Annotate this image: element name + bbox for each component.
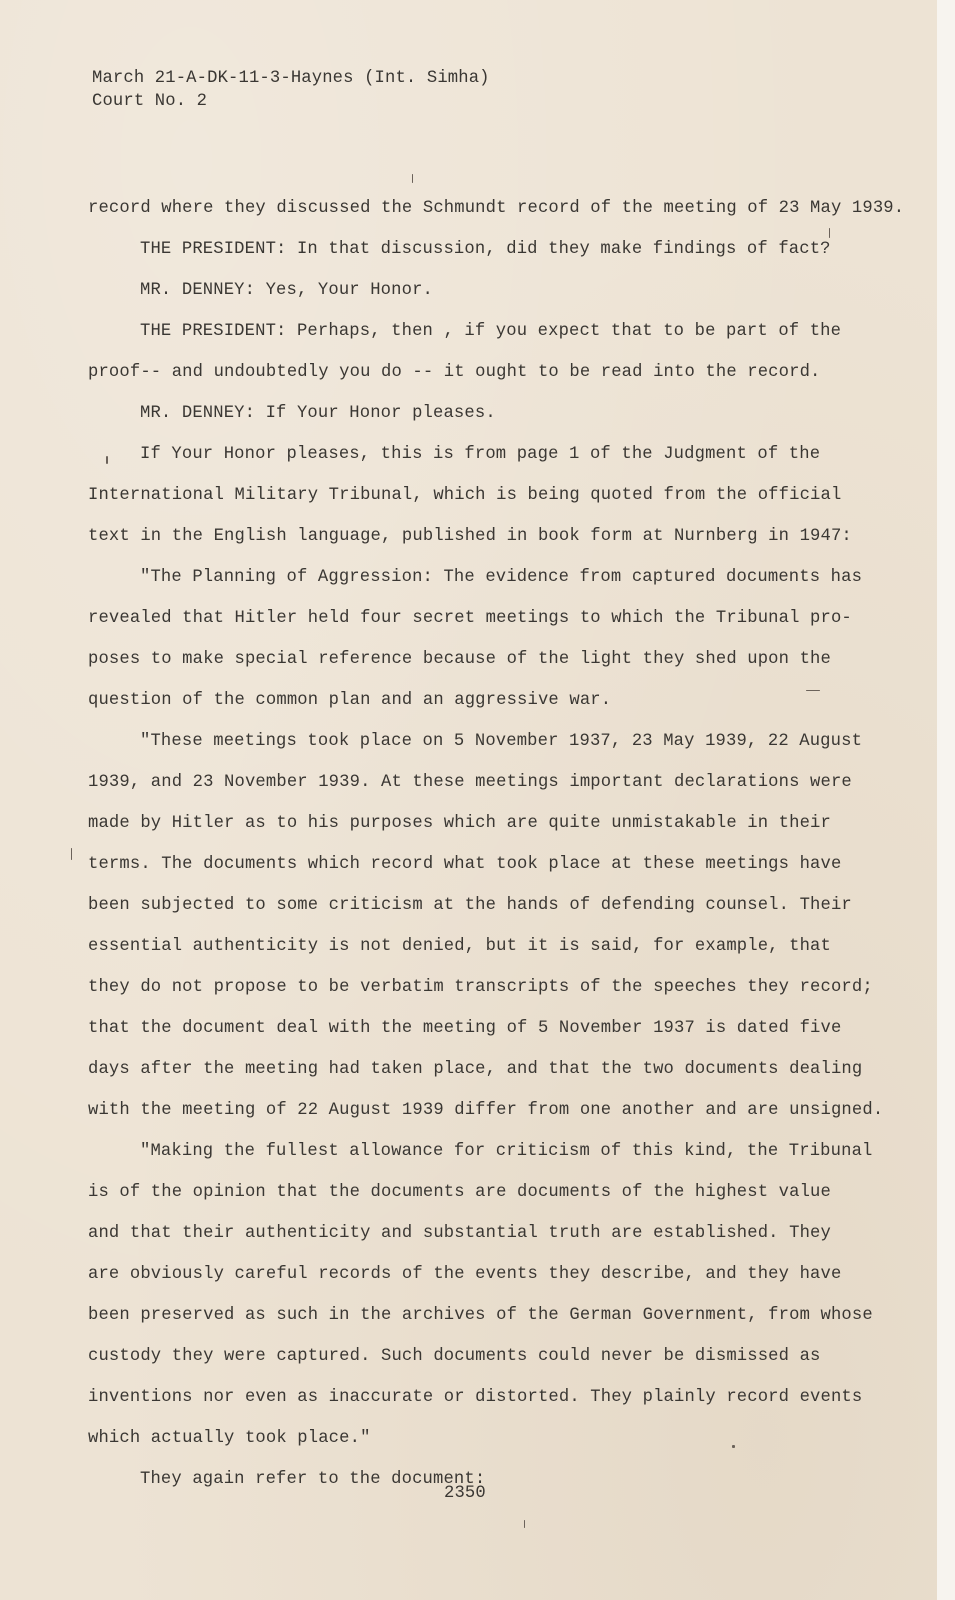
transcript-line: with the meeting of 22 August 1939 differ from one another and are unsigned. xyxy=(88,1101,884,1120)
transcript-line: 1939, and 23 November 1939. At these meetings important declarations were xyxy=(88,773,852,792)
document-header xyxy=(92,67,490,113)
transcript-line: inventions nor even as inaccurate or distorted. They plainly record events xyxy=(88,1388,863,1407)
transcript-body xyxy=(88,188,904,1500)
transcript-line: days after the meeting had taken place, and that the two documents dealing xyxy=(88,1060,863,1079)
transcript-line: is of the opinion that the documents are documents of the highest value xyxy=(88,1183,831,1202)
transcript-line: poses to make special reference because of the light they shed upon the xyxy=(88,650,831,669)
transcript-line: question of the common plan and an aggressive war. xyxy=(88,691,612,710)
header-court-number: Court No. 2 xyxy=(92,92,208,111)
transcript-line: THE PRESIDENT: Perhaps, then , if you expect that to be part of the xyxy=(140,322,842,341)
transcript-line: terms. The documents which record what took place at these meetings have xyxy=(88,855,842,874)
transcript-line: that the document deal with the meeting of 5 November 1937 is dated five xyxy=(88,1019,842,1038)
transcript-line: "These meetings took place on 5 November 1937, 23 May 1939, 22 August xyxy=(140,732,863,751)
transcript-line: and that their authenticity and substantial truth are established. They xyxy=(88,1224,831,1243)
paper-speck xyxy=(412,174,413,183)
transcript-line: "Making the fullest allowance for criticism of this kind, the Tribunal xyxy=(140,1142,873,1161)
transcript-line: They again refer to the document: xyxy=(140,1470,486,1489)
transcript-line: International Military Tribunal, which is being quoted from the official xyxy=(88,486,842,505)
transcript-line: "The Planning of Aggression: The evidence from captured documents has xyxy=(140,568,863,587)
transcript-line: record where they discussed the Schmundt record of the meeting of 23 May 1939. xyxy=(88,199,905,218)
transcript-line: which actually took place." xyxy=(88,1429,371,1448)
transcript-line: are obviously careful records of the events they describe, and they have xyxy=(88,1265,842,1284)
transcript-line: If Your Honor pleases, this is from page 1 of the Judgment of the xyxy=(140,445,821,464)
paper-speck xyxy=(106,456,108,464)
page-number: 2350 xyxy=(444,1484,486,1503)
paper-speck xyxy=(524,1520,525,1528)
paper-speck xyxy=(71,848,72,860)
transcript-line: essential authenticity is not denied, but it is said, for example, that xyxy=(88,937,831,956)
header-case-reference: March 21-A-DK-11-3-Haynes (Int. Simha) xyxy=(92,69,490,88)
transcript-line: revealed that Hitler held four secret meetings to which the Tribunal pro- xyxy=(88,609,852,628)
transcript-line: THE PRESIDENT: In that discussion, did they make findings of fact? xyxy=(140,240,831,259)
paper-speck xyxy=(806,690,820,691)
transcript-line: MR. DENNEY: If Your Honor pleases. xyxy=(140,404,496,423)
paper-speck xyxy=(829,228,830,238)
transcript-line: been preserved as such in the archives of the German Government, from whose xyxy=(88,1306,873,1325)
transcript-line: been subjected to some criticism at the hands of defending counsel. Their xyxy=(88,896,852,915)
transcript-line: they do not propose to be verbatim transcripts of the speeches they record; xyxy=(88,978,873,997)
transcript-line: made by Hitler as to his purposes which are quite unmistakable in their xyxy=(88,814,831,833)
transcript-line: text in the English language, published in book form at Nurnberg in 1947: xyxy=(88,527,852,546)
transcript-line: proof-- and undoubtedly you do -- it ought to be read into the record. xyxy=(88,363,821,382)
transcript-line: custody they were captured. Such documents could never be dismissed as xyxy=(88,1347,821,1366)
paper-speck xyxy=(732,1445,735,1448)
transcript-line: MR. DENNEY: Yes, Your Honor. xyxy=(140,281,433,300)
